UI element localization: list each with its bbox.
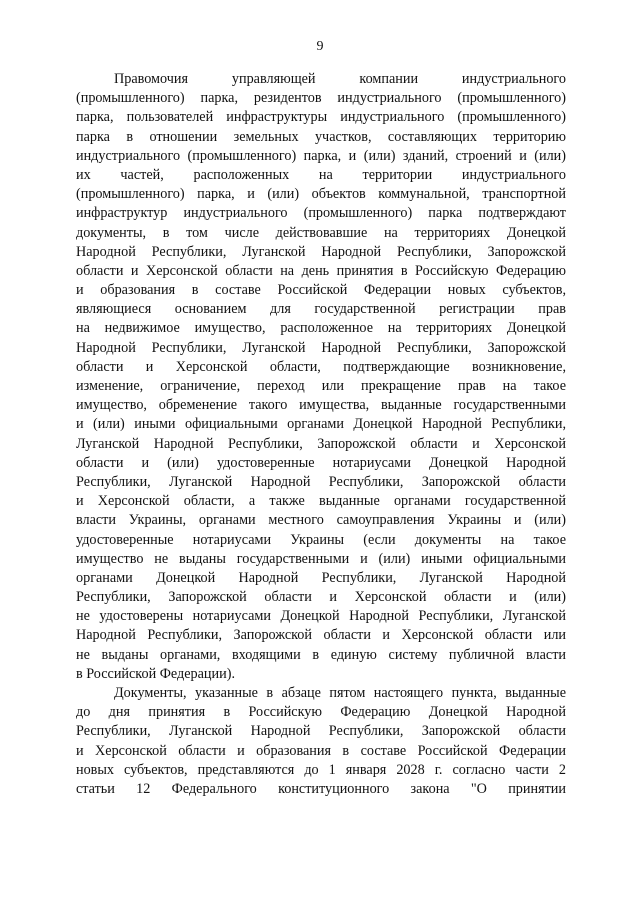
text-line: удостоверенные нотариусами Украины (если документы на такое bbox=[76, 531, 566, 548]
text-line: и образования в составе Российской Федерации новых субъектов, bbox=[76, 282, 566, 299]
text-line: Правомочия управляющей компании индустриального bbox=[114, 71, 566, 87]
text-line: власти Украины, органами местного самоуправления Украины и (или) bbox=[76, 512, 566, 529]
text-line: Республики, Луганской Народной Республики, Запорожской области bbox=[76, 723, 566, 740]
text-line: не выданы органами, входящими в единую систему публичной власти bbox=[76, 646, 566, 663]
text-line: имущество не выданы государственными и (или) иными официальными bbox=[76, 550, 566, 567]
text-line: Республики, Запорожской области и Херсонской области и (или) bbox=[76, 589, 566, 606]
text-line: Республики, Луганской Народной Республики, Запорожской области bbox=[76, 473, 566, 490]
text-line: и Херсонской области, а также выданные органами государственной bbox=[76, 493, 566, 510]
text-line: (промышленного) парка, и (или) объектов коммунальной, транспортной bbox=[76, 186, 566, 203]
text-line: и (или) иными официальными органами Донецкой Народной Республики, bbox=[76, 416, 566, 433]
text-line: индустриального (промышленного) парка, и (или) зданий, строений и (или) bbox=[76, 147, 566, 164]
text-line: до дня принятия в Российскую Федерацию Донецкой Народной bbox=[76, 704, 566, 721]
text-line: являющиеся основанием для государственной регистрации прав bbox=[76, 301, 566, 318]
text-line: Народной Республики, Луганской Народной Республики, Запорожской bbox=[76, 243, 566, 260]
text-line: на недвижимое имущество, расположенное на территориях Донецкой bbox=[76, 320, 566, 337]
page-number: 9 bbox=[316, 39, 324, 54]
text-line: имущество, обременение такого имущества, выданные государственными bbox=[76, 397, 566, 414]
text-line: Народной Республики, Запорожской области и Херсонской области или bbox=[76, 627, 566, 644]
text-line: статьи 12 Федерального конституционного закона "О принятии bbox=[76, 780, 566, 797]
text-line: парка в отношении земельных участков, составляющих территорию bbox=[76, 128, 566, 145]
text-line: органами Донецкой Народной Республики, Луганской Народной bbox=[76, 569, 566, 586]
text-line: документы, в том числе действовавшие на территориях Донецкой bbox=[76, 224, 566, 241]
text-line: Луганской Народной Республики, Запорожской области и Херсонской bbox=[76, 435, 566, 452]
text-line: области и (или) удостоверенные нотариусами Донецкой Народной bbox=[76, 454, 566, 471]
text-line: области и Херсонской области на день принятия в Российскую Федерацию bbox=[76, 262, 566, 279]
text-line: в Российской Федерации). bbox=[76, 665, 235, 682]
text-line: Документы, указанные в абзаце пятом настоящего пункта, выданные bbox=[114, 685, 566, 701]
text-line: парка, пользователей инфраструктуры индустриального (промышленного) bbox=[76, 109, 566, 126]
text-line: не удостоверены нотариусами Донецкой Народной Республики, Луганской bbox=[76, 608, 566, 625]
text-line: новых субъектов, представляются до 1 января 2028 г. согласно части 2 bbox=[76, 761, 566, 778]
text-line: инфраструктур индустриального (промышленного) парка подтверждают bbox=[76, 205, 566, 222]
text-line: Народной Республики, Луганской Народной Республики, Запорожской bbox=[76, 339, 566, 356]
text-line: (промышленного) парка, резидентов индустриального (промышленного) bbox=[76, 90, 566, 107]
text-line: изменение, ограничение, переход или прекращение прав на такое bbox=[76, 378, 566, 394]
body-text bbox=[76, 70, 566, 799]
text-line: и Херсонской области и образования в составе Российской Федерации bbox=[76, 742, 566, 759]
text-line: области и Херсонской области, подтверждающие возникновение, bbox=[76, 358, 566, 375]
text-line: их частей, расположенных на территории индустриального bbox=[76, 166, 566, 183]
